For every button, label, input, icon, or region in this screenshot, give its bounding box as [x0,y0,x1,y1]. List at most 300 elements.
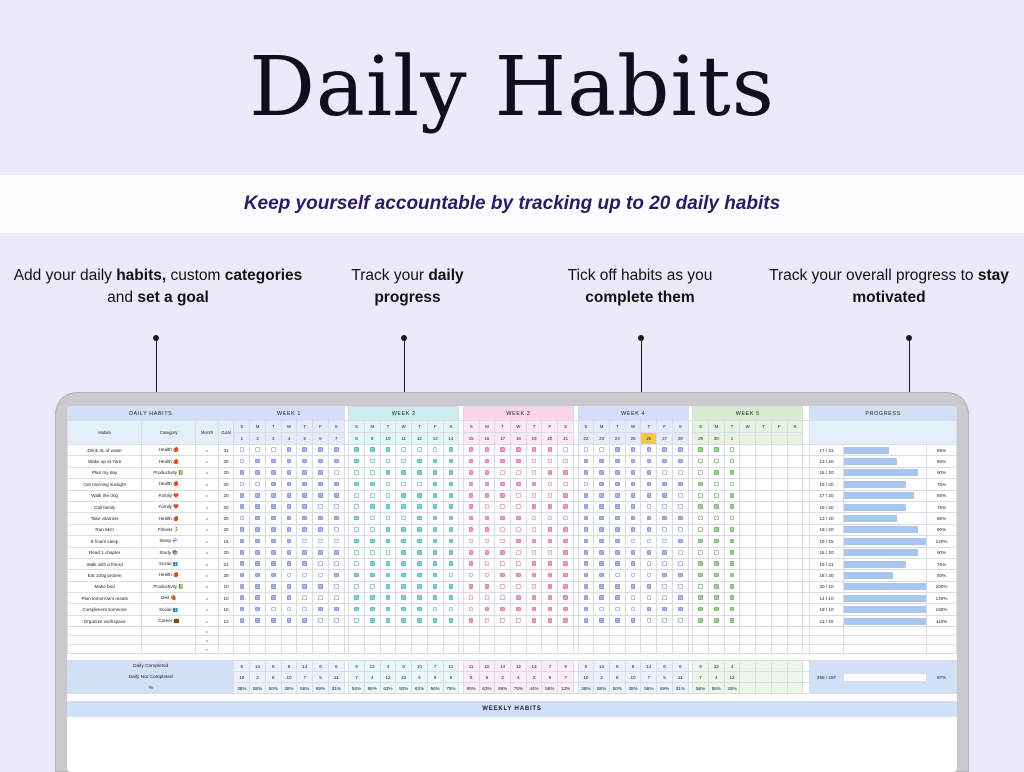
habit-checkbox-cell[interactable] [708,501,724,512]
blank-day-cell[interactable] [625,627,641,636]
habit-checkbox-cell[interactable] [313,581,329,592]
habit-checkbox[interactable] [730,618,735,623]
habit-checkbox-cell[interactable] [364,467,380,478]
habit-checkbox-cell[interactable] [265,479,281,490]
habit-checkbox-cell[interactable] [657,615,673,626]
habit-checkbox-cell[interactable] [558,524,574,535]
habit-checkbox-cell[interactable] [313,604,329,615]
habit-checkbox-cell[interactable] [364,524,380,535]
habit-checkbox[interactable] [386,459,391,464]
habit-checkbox[interactable] [615,607,620,612]
habit-checkbox-cell[interactable] [412,593,428,604]
habit-checkbox-cell[interactable] [609,581,625,592]
habit-checkbox-cell[interactable] [328,513,344,524]
habit-checkbox[interactable] [714,527,719,532]
habit-checkbox[interactable] [678,550,683,555]
habit-checkbox[interactable] [631,447,636,452]
habit-month-cell[interactable]: = [196,570,218,581]
day-number-header[interactable]: 21 [558,433,574,445]
habit-checkbox[interactable] [599,447,604,452]
habit-checkbox[interactable] [678,493,683,498]
habit-checkbox-cell[interactable] [657,467,673,478]
habit-checkbox[interactable] [433,618,438,623]
habit-checkbox[interactable] [584,516,589,521]
habit-checkbox[interactable] [287,516,292,521]
habit-month-cell[interactable]: = [196,604,218,615]
habit-checkbox[interactable] [302,482,307,487]
habit-checkbox[interactable] [631,470,636,475]
blank-day-cell[interactable] [250,627,266,636]
habit-checkbox-cell[interactable] [250,593,266,604]
habit-checkbox-cell[interactable] [265,490,281,501]
habit-checkbox-cell[interactable] [297,479,313,490]
habit-checkbox[interactable] [240,618,245,623]
habit-checkbox-cell[interactable] [313,467,329,478]
habit-checkbox-cell[interactable] [349,536,365,547]
blank-day-cell[interactable] [396,627,412,636]
habit-checkbox-cell[interactable] [609,501,625,512]
habit-checkbox[interactable] [370,447,375,452]
habit-checkbox[interactable] [500,550,505,555]
blank-day-cell[interactable] [578,636,594,645]
habit-checkbox-cell[interactable] [349,501,365,512]
habit-checkbox[interactable] [631,573,636,578]
habit-checkbox[interactable] [730,470,735,475]
habit-checkbox-cell[interactable] [511,615,527,626]
blank-day-cell[interactable] [641,627,657,636]
habit-checkbox-cell[interactable] [380,604,396,615]
habit-checkbox-cell[interactable] [313,593,329,604]
habit-checkbox-cell[interactable] [297,536,313,547]
habit-checkbox-cell[interactable] [313,558,329,569]
habit-checkbox-cell[interactable] [297,456,313,467]
habit-checkbox-cell[interactable] [463,558,479,569]
habit-checkbox-cell[interactable] [380,547,396,558]
habit-name-cell[interactable]: Take vitamins [68,513,142,524]
habit-checkbox-cell[interactable] [234,513,250,524]
habit-checkbox-cell[interactable] [479,604,495,615]
habit-checkbox-cell[interactable] [479,445,495,456]
habit-checkbox-cell[interactable] [328,501,344,512]
habit-checkbox[interactable] [584,595,589,600]
habit-checkbox-cell[interactable] [250,490,266,501]
habit-checkbox[interactable] [287,595,292,600]
habit-checkbox-cell[interactable] [427,570,443,581]
habit-checkbox-cell[interactable] [427,456,443,467]
habit-checkbox-cell[interactable] [250,615,266,626]
habit-checkbox[interactable] [287,470,292,475]
blank-habit-goal[interactable] [218,645,234,654]
habit-checkbox[interactable] [698,607,703,612]
habit-checkbox-cell[interactable] [427,467,443,478]
day-number-header[interactable]: 1 [724,433,740,445]
habit-checkbox-cell[interactable] [511,524,527,535]
habit-checkbox-cell[interactable] [672,513,688,524]
habit-checkbox[interactable] [433,573,438,578]
habit-checkbox-cell[interactable] [594,604,610,615]
blank-day-cell[interactable] [349,627,365,636]
habit-month-cell[interactable]: = [196,513,218,524]
blank-habit-name[interactable] [68,636,142,645]
habit-checkbox-cell[interactable] [641,593,657,604]
habit-checkbox-cell[interactable] [328,604,344,615]
day-number-header[interactable]: 6 [313,433,329,445]
habit-checkbox-cell[interactable] [526,490,542,501]
habit-checkbox-cell[interactable] [396,615,412,626]
blank-day-cell[interactable] [657,627,673,636]
habit-checkbox-cell[interactable] [328,581,344,592]
habit-checkbox-cell[interactable] [443,445,459,456]
habit-checkbox[interactable] [469,618,474,623]
habit-checkbox-cell[interactable] [708,479,724,490]
habit-checkbox[interactable] [500,470,505,475]
blank-day-cell[interactable] [443,627,459,636]
habit-checkbox-cell[interactable] [297,513,313,524]
habit-checkbox-cell[interactable] [542,593,558,604]
habit-checkbox-cell[interactable] [625,558,641,569]
habit-checkbox[interactable] [370,482,375,487]
habit-checkbox[interactable] [548,607,553,612]
habit-checkbox-cell[interactable] [281,513,297,524]
blank-day-cell[interactable] [641,645,657,654]
habit-checkbox-cell[interactable] [558,558,574,569]
habit-checkbox-cell[interactable] [265,558,281,569]
habit-checkbox[interactable] [240,493,245,498]
habit-checkbox-cell[interactable] [724,501,740,512]
habit-checkbox-cell[interactable] [526,547,542,558]
habit-checkbox[interactable] [271,550,276,555]
day-number-header[interactable]: 18 [511,433,527,445]
blank-day-cell[interactable] [657,645,673,654]
habit-checkbox[interactable] [500,561,505,566]
habit-checkbox-cell[interactable] [463,513,479,524]
habit-checkbox-cell[interactable] [479,547,495,558]
habit-checkbox[interactable] [500,527,505,532]
habit-checkbox-cell[interactable] [281,467,297,478]
habit-checkbox[interactable] [271,527,276,532]
habit-checkbox-cell[interactable] [412,558,428,569]
habit-checkbox-cell[interactable] [542,490,558,501]
habit-checkbox-cell[interactable] [526,513,542,524]
habit-checkbox-cell[interactable] [234,490,250,501]
habit-checkbox-cell[interactable] [495,501,511,512]
habit-checkbox-cell[interactable] [542,467,558,478]
habit-checkbox-cell[interactable] [328,558,344,569]
habit-checkbox[interactable] [469,459,474,464]
habit-checkbox-cell[interactable] [542,524,558,535]
habit-checkbox[interactable] [255,493,260,498]
blank-habit-category[interactable] [142,645,196,654]
habit-checkbox[interactable] [401,482,406,487]
habit-name-cell[interactable]: Walk the dog [68,490,142,501]
habit-checkbox-cell[interactable] [542,536,558,547]
habit-checkbox[interactable] [370,516,375,521]
habit-checkbox-cell[interactable] [526,501,542,512]
habit-checkbox[interactable] [485,550,490,555]
habit-checkbox[interactable] [532,539,537,544]
habit-checkbox-cell[interactable] [578,558,594,569]
habit-checkbox[interactable] [516,618,521,623]
habit-checkbox-cell[interactable] [297,558,313,569]
habit-name-cell[interactable]: Run 5km [68,524,142,535]
habit-checkbox[interactable] [433,493,438,498]
blank-day-cell[interactable] [724,627,740,636]
blank-day-cell[interactable] [756,627,772,636]
habit-checkbox-cell[interactable] [693,524,709,535]
habit-checkbox[interactable] [354,504,359,509]
habit-checkbox[interactable] [698,470,703,475]
habit-checkbox[interactable] [615,539,620,544]
habit-checkbox[interactable] [334,447,339,452]
habit-goal-cell[interactable]: 20 [218,524,234,535]
blank-day-cell[interactable] [526,636,542,645]
habit-checkbox-cell[interactable] [526,570,542,581]
habit-checkbox[interactable] [584,618,589,623]
habit-checkbox-cell[interactable] [313,479,329,490]
habit-checkbox-cell[interactable] [328,479,344,490]
blank-day-cell[interactable] [708,627,724,636]
blank-day-cell[interactable] [708,636,724,645]
habit-checkbox[interactable] [334,527,339,532]
habit-checkbox-cell[interactable] [641,501,657,512]
habit-month-cell[interactable]: = [196,558,218,569]
habit-checkbox-cell[interactable] [234,536,250,547]
habit-checkbox-cell[interactable] [526,604,542,615]
day-number-header[interactable]: 16 [479,433,495,445]
habit-checkbox[interactable] [417,482,422,487]
habit-checkbox[interactable] [584,539,589,544]
habit-checkbox[interactable] [631,516,636,521]
habit-checkbox[interactable] [417,493,422,498]
habit-checkbox-cell[interactable] [265,445,281,456]
day-number-header[interactable]: 27 [657,433,673,445]
habit-checkbox[interactable] [563,527,568,532]
blank-day-cell[interactable] [250,645,266,654]
habit-checkbox-cell[interactable] [558,513,574,524]
habit-checkbox-cell[interactable] [558,547,574,558]
blank-day-cell[interactable] [740,645,756,654]
blank-day-cell[interactable] [349,645,365,654]
habit-checkbox[interactable] [584,561,589,566]
habit-checkbox-cell[interactable] [708,513,724,524]
blank-day-cell[interactable] [558,645,574,654]
habit-checkbox[interactable] [662,618,667,623]
habit-checkbox-cell[interactable] [641,570,657,581]
habit-checkbox-cell[interactable] [511,536,527,547]
habit-checkbox-cell[interactable] [609,479,625,490]
habit-checkbox-cell[interactable] [364,593,380,604]
habit-checkbox-cell[interactable] [234,604,250,615]
blank-day-cell[interactable] [443,636,459,645]
habit-checkbox[interactable] [714,561,719,566]
habit-checkbox-cell[interactable] [594,524,610,535]
habit-checkbox-cell[interactable] [542,615,558,626]
habit-name-cell[interactable]: Eat 100g protein [68,570,142,581]
habit-checkbox-cell[interactable] [542,513,558,524]
habit-checkbox[interactable] [678,504,683,509]
habit-category-cell[interactable]: Study 📚 [142,547,196,558]
blank-day-cell[interactable] [479,636,495,645]
habit-checkbox[interactable] [599,470,604,475]
blank-day-cell[interactable] [495,627,511,636]
habit-checkbox[interactable] [240,482,245,487]
habit-checkbox-cell[interactable] [693,570,709,581]
habit-checkbox[interactable] [584,504,589,509]
habit-month-cell[interactable]: = [196,593,218,604]
habit-checkbox[interactable] [449,618,454,623]
habit-checkbox-cell[interactable] [396,490,412,501]
habit-checkbox[interactable] [271,561,276,566]
blank-day-cell[interactable] [495,636,511,645]
habit-checkbox[interactable] [449,493,454,498]
habit-checkbox[interactable] [485,447,490,452]
blank-day-cell[interactable] [463,627,479,636]
habit-checkbox[interactable] [334,607,339,612]
habit-checkbox-cell[interactable] [708,570,724,581]
habit-checkbox[interactable] [417,561,422,566]
habit-month-cell[interactable]: = [196,524,218,535]
habit-checkbox[interactable] [563,504,568,509]
habit-checkbox-cell[interactable] [412,615,428,626]
habit-category-cell[interactable]: Health 🍎 [142,479,196,490]
habit-checkbox[interactable] [255,573,260,578]
blank-day-cell[interactable] [672,636,688,645]
habit-checkbox[interactable] [532,527,537,532]
day-number-header[interactable]: 11 [396,433,412,445]
habit-checkbox-cell[interactable] [234,615,250,626]
habit-checkbox-cell[interactable] [578,570,594,581]
habit-checkbox-cell[interactable] [578,524,594,535]
habit-checkbox-cell[interactable] [463,524,479,535]
habit-checkbox-cell[interactable] [578,547,594,558]
habit-checkbox[interactable] [662,595,667,600]
habit-checkbox-cell[interactable] [594,445,610,456]
blank-day-cell[interactable] [542,636,558,645]
habit-checkbox-cell[interactable] [297,467,313,478]
habit-checkbox-cell[interactable] [265,615,281,626]
habit-checkbox-cell[interactable] [708,456,724,467]
habit-checkbox[interactable] [370,618,375,623]
habit-checkbox[interactable] [678,584,683,589]
habit-checkbox[interactable] [599,584,604,589]
habit-checkbox-cell[interactable] [693,536,709,547]
habit-checkbox-cell[interactable] [463,501,479,512]
habit-checkbox-cell[interactable] [443,615,459,626]
habit-checkbox-cell[interactable] [463,467,479,478]
habit-checkbox[interactable] [370,527,375,532]
habit-checkbox-cell[interactable] [313,547,329,558]
habit-checkbox-cell[interactable] [250,456,266,467]
habit-checkbox[interactable] [318,607,323,612]
habit-checkbox-cell[interactable] [724,445,740,456]
habit-checkbox-cell[interactable] [281,536,297,547]
habit-checkbox-cell[interactable] [693,547,709,558]
habit-checkbox-cell[interactable] [396,604,412,615]
blank-day-cell[interactable] [396,636,412,645]
habit-checkbox[interactable] [678,527,683,532]
habit-checkbox[interactable] [354,527,359,532]
blank-day-cell[interactable] [427,627,443,636]
habit-checkbox-cell[interactable] [250,445,266,456]
habit-checkbox[interactable] [548,470,553,475]
habit-checkbox[interactable] [698,561,703,566]
habit-checkbox-cell[interactable] [594,558,610,569]
habit-checkbox[interactable] [615,561,620,566]
habit-checkbox[interactable] [370,573,375,578]
habit-checkbox-cell[interactable] [265,593,281,604]
habit-month-cell[interactable]: = [196,445,218,456]
habit-checkbox[interactable] [485,584,490,589]
day-number-header[interactable]: 29 [693,433,709,445]
habit-checkbox-cell[interactable] [427,536,443,547]
habit-checkbox[interactable] [714,493,719,498]
habit-checkbox-cell[interactable] [250,536,266,547]
habit-checkbox-cell[interactable] [594,456,610,467]
habit-checkbox[interactable] [401,504,406,509]
habit-checkbox[interactable] [255,550,260,555]
blank-day-cell[interactable] [625,645,641,654]
habit-checkbox-cell[interactable] [412,479,428,490]
habit-checkbox[interactable] [647,516,652,521]
habit-checkbox-cell[interactable] [265,501,281,512]
habit-checkbox-cell[interactable] [578,615,594,626]
habit-checkbox-cell[interactable] [349,604,365,615]
habit-checkbox-cell[interactable] [495,513,511,524]
habit-checkbox-cell[interactable] [349,456,365,467]
habit-category-cell[interactable]: Family ❤️ [142,490,196,501]
habit-checkbox[interactable] [615,493,620,498]
habit-checkbox[interactable] [469,527,474,532]
habit-checkbox[interactable] [370,607,375,612]
col-header-category[interactable]: Category [142,421,196,445]
blank-habit-name[interactable] [68,627,142,636]
habit-checkbox-cell[interactable] [578,593,594,604]
habit-checkbox[interactable] [417,504,422,509]
habit-checkbox[interactable] [563,447,568,452]
habit-checkbox[interactable] [584,550,589,555]
habit-checkbox-cell[interactable] [609,467,625,478]
blank-day-cell[interactable] [297,627,313,636]
blank-day-cell[interactable] [380,627,396,636]
habit-checkbox-cell[interactable] [297,570,313,581]
habit-checkbox-cell[interactable] [250,547,266,558]
habit-checkbox[interactable] [500,607,505,612]
habit-checkbox[interactable] [271,447,276,452]
habit-checkbox[interactable] [548,595,553,600]
habit-checkbox[interactable] [500,459,505,464]
habit-checkbox[interactable] [354,584,359,589]
habit-checkbox[interactable] [548,618,553,623]
blank-day-cell[interactable] [427,636,443,645]
habit-checkbox-cell[interactable] [427,445,443,456]
habit-checkbox-cell[interactable] [594,536,610,547]
habit-goal-cell[interactable]: 20 [218,547,234,558]
habit-checkbox-cell[interactable] [578,467,594,478]
habit-checkbox[interactable] [354,539,359,544]
habit-checkbox[interactable] [714,584,719,589]
habit-checkbox-cell[interactable] [250,604,266,615]
habit-checkbox[interactable] [698,539,703,544]
habit-checkbox[interactable] [417,607,422,612]
habit-checkbox[interactable] [516,516,521,521]
habit-checkbox-cell[interactable] [380,593,396,604]
habit-checkbox[interactable] [386,493,391,498]
habit-checkbox-cell[interactable] [657,593,673,604]
habit-checkbox-cell[interactable] [297,604,313,615]
habit-checkbox[interactable] [469,504,474,509]
habit-checkbox-cell[interactable] [427,581,443,592]
habit-checkbox[interactable] [386,504,391,509]
